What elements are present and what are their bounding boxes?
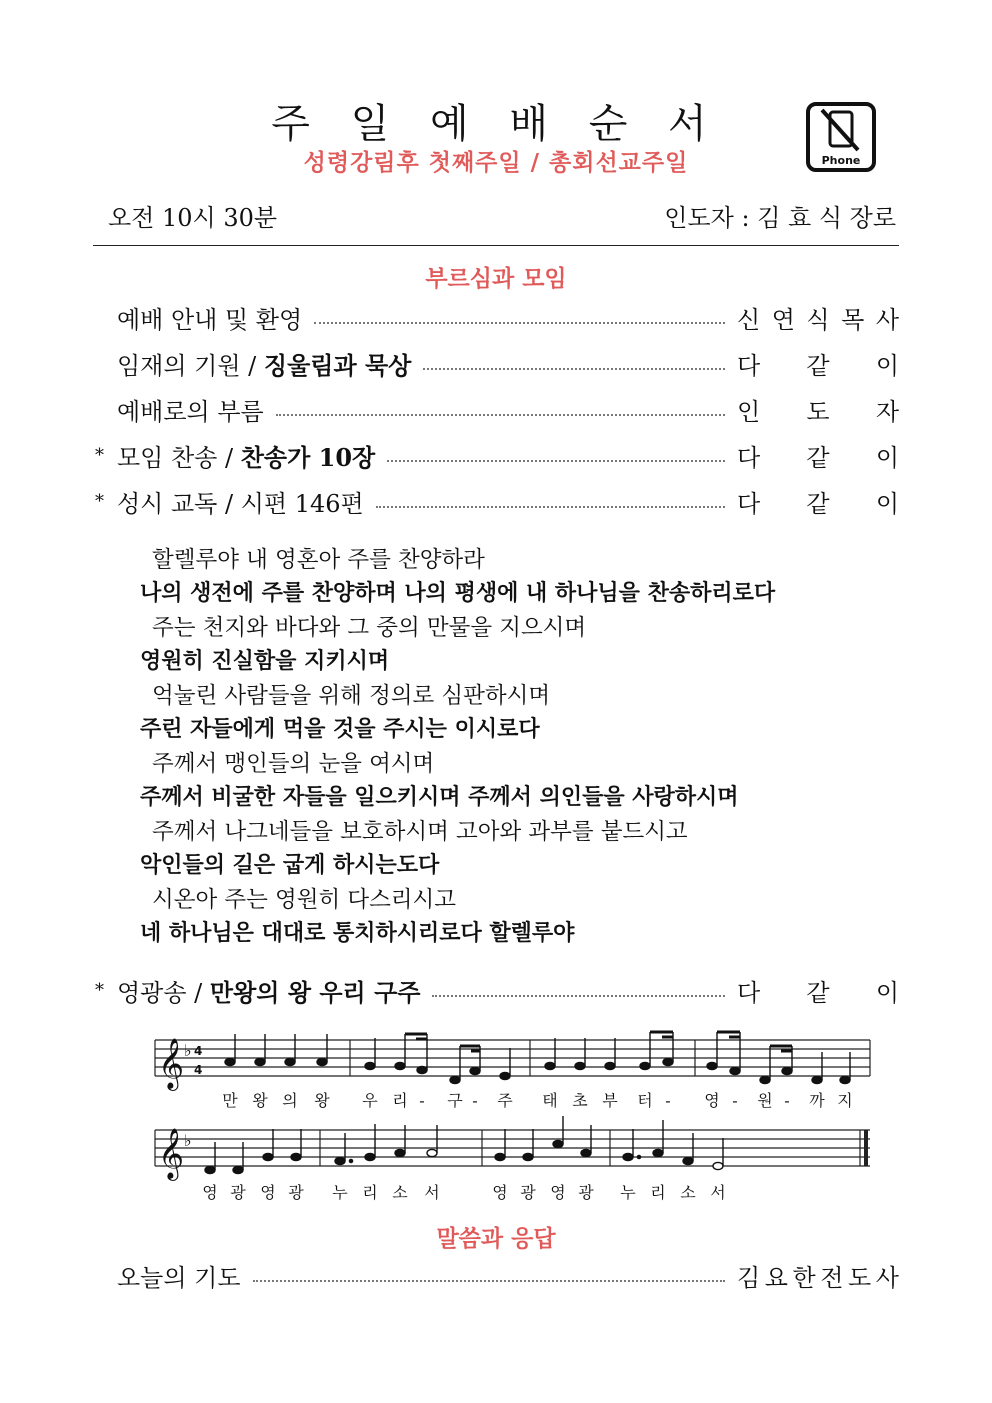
order-who: 다 같 이 [737,978,899,1007]
lyric-syllable: 영 [704,1091,720,1110]
order-row [95,484,899,518]
order-row [95,346,899,380]
lyric-syllable: - [419,1091,425,1110]
treble-clef-icon: 𝄞 [158,1128,185,1179]
notes-line-2 [205,1116,723,1174]
lyric-syllable: 영 [202,1183,218,1202]
order-row-prayer [117,1258,899,1292]
reading-leader-line: 억눌린 사람들을 위해 정의로 심판하시며 [152,683,551,709]
reading-people-line: 네 하나님은 대대로 통치하시리로다 할렐루야 [140,921,575,946]
order-who: 신 연 식 목 사 [737,305,899,334]
leader-dots [423,368,725,370]
lyric-syllable: 영 [492,1183,508,1202]
order-label: 모임 찬송 / 찬송가 10장 [117,442,376,472]
reading-leader-line: 주께서 맹인들의 눈을 여시며 [152,751,435,777]
lyric-syllable: 서 [424,1183,440,1202]
lyric-syllable: 주 [497,1091,513,1110]
leader-dots [276,414,725,416]
lyric-syllable: - [665,1091,671,1110]
lyric-syllable: - [732,1091,738,1110]
order-who: 다 같 이 [737,351,899,380]
service-leader: 인도자 : 김 효 식 장로 [664,204,896,232]
lyric-syllable: 영 [260,1183,276,1202]
lyric-syllable: 원 [757,1091,773,1110]
header-divider [93,245,899,246]
lyric-syllable: - [784,1091,790,1110]
order-who: 인 도 자 [737,397,899,426]
page-title: 주 일 예 배 순 서 [271,101,721,147]
reading-leader-line: 주께서 나그네들을 보호하시며 고아와 과부를 붙드시고 [152,819,688,845]
lyric-syllable: 왕 [314,1091,330,1110]
leader-dots [432,995,725,997]
lyric-syllable: 까 [809,1091,825,1110]
lyric-syllable: 태 [542,1091,558,1110]
order-row-gloria [95,973,899,1007]
order-label: 영광송 / 만왕의 왕 우리 구주 [117,977,421,1007]
page-subtitle: 성령강림후 첫째주일 / 총회선교주일 [303,150,689,176]
lyric-syllable: 영 [550,1183,566,1202]
lyric-syllable: 소 [680,1183,696,1202]
reading-leader-line: 주는 천지와 바다와 그 중의 만물을 지으시며 [152,615,587,641]
lyric-syllable: 서 [710,1183,726,1202]
no-phone-icon [806,102,876,172]
flat-icon: ♭ [184,1131,192,1150]
section-title-gathering: 부르심과 모임 [425,266,567,292]
standing-mark: * [95,490,104,512]
lyric-syllable: 만 [222,1091,238,1110]
lyric-syllable: 광 [288,1183,304,1202]
treble-clef-icon: 𝄞 [158,1038,185,1089]
leader-dots [376,506,725,508]
lyric-syllable: 소 [392,1183,408,1202]
lyrics-line-1 [222,1091,852,1110]
lyric-syllable: 광 [578,1183,594,1202]
staff-lines [155,1040,870,1076]
order-who: 김 요 한 전 도 사 [737,1263,899,1292]
order-row [95,392,899,426]
lyric-syllable: 리 [392,1091,408,1110]
order-label: 성시 교독 / 시편 146편 [117,489,364,518]
lyric-syllable: 터 [637,1091,653,1110]
reading-leader-line: 할렐루야 내 영혼아 주를 찬양하라 [152,547,485,573]
order-who: 다 같 이 [737,489,899,518]
lyric-syllable: 리 [650,1183,666,1202]
flat-icon: ♭ [184,1041,192,1060]
lyric-syllable: 초 [572,1091,588,1110]
leader-dots [387,460,725,462]
lyric-syllable: 지 [837,1091,853,1110]
lyric-syllable: 의 [282,1091,298,1110]
lyric-syllable: 왕 [252,1091,268,1110]
order-row [95,438,899,472]
lyric-syllable: 리 [362,1183,378,1202]
lyric-syllable: 누 [620,1183,636,1202]
lyric-syllable: - [472,1091,478,1110]
order-who: 다 같 이 [737,443,899,472]
reading-leader-line: 시온아 주는 영원히 다스리시고 [152,887,457,913]
phone-label: Phone [821,154,861,167]
order-row [95,300,899,334]
reading-people-line: 주린 자들에게 먹을 것을 주시는 이시로다 [140,717,540,742]
order-label: 임재의 기원 / 징울림과 묵상 [117,350,412,380]
section-title-word: 말씀과 응답 [436,1226,556,1252]
order-label: 오늘의 기도 [117,1263,241,1292]
reading-people-line: 악인들의 길은 굽게 하시는도다 [140,853,440,878]
lyric-syllable: 부 [602,1091,618,1110]
time-signature-bottom: 4 [194,1063,203,1077]
standing-mark: * [95,444,104,466]
lyric-syllable: 광 [230,1183,246,1202]
order-label: 예배 안내 및 환영 [117,305,303,334]
lyric-syllable: 우 [362,1091,378,1110]
leader-dots [314,322,725,324]
time-signature-top: 4 [194,1044,203,1058]
reading-people-line: 주께서 비굴한 자들을 일으키시며 주께서 의인들을 사랑하시며 [140,785,739,810]
lyrics-line-2 [202,1183,725,1202]
standing-mark: * [95,979,104,1001]
reading-people-line: 나의 생전에 주를 찬양하며 나의 평생에 내 하나님을 찬송하리로다 [140,581,776,606]
lyric-syllable: 광 [520,1183,536,1202]
service-time: 오전 10시 30분 [108,204,278,232]
lyric-syllable: 누 [332,1183,348,1202]
reading-people-line: 영원히 진실함을 지키시며 [140,649,390,674]
responsive-reading [140,543,900,951]
order-label: 예배로의 부름 [117,397,264,426]
staff-lines [155,1130,870,1166]
leader-dots [253,1280,725,1282]
music-score [150,1020,880,1210]
lyric-syllable: 구 [447,1091,463,1110]
